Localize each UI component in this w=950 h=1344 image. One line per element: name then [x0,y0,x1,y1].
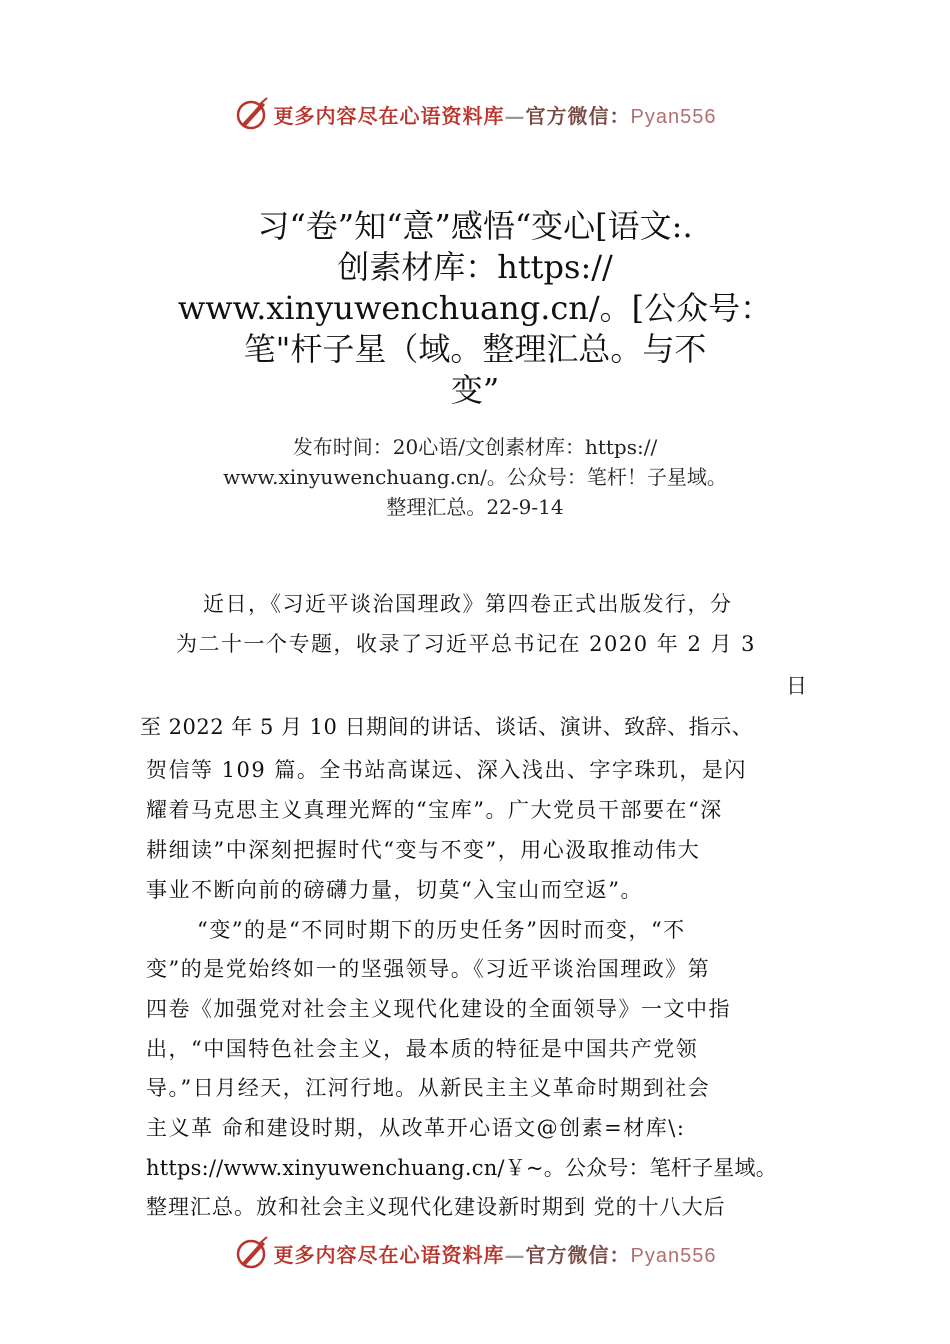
body-line: 事业不断向前的磅礴力量，切莫“入宝山而空返”。 [146,878,643,902]
body-line: 为二十一个专题，收录了习近平总书记在 2020 年 2 月 3 [176,632,757,656]
body-line: 日 [786,674,809,698]
title-line: 创素材库：https:// [337,248,613,286]
pen-seal-logo-icon [234,96,270,132]
body-line: 耀着马克思主义真理光辉的“宝库”。广大党员干部要在“深 [146,798,723,822]
banner-wechat-id: Pyan556 [630,105,717,128]
body-line: 整理汇总。放和社会主义现代化建设新时期到 党的十八大后 [146,1195,726,1219]
banner-library-text: 更多内容尽在心语资料库 [273,103,505,128]
body-line: 贺信等 109 篇。全书站高谋远、深入浅出、字字珠玑，是闪 [146,758,747,782]
title-line: 笔"杆子星（域。整理汇总。与不 [243,330,707,368]
meta-line: 发布时间：20心语/文创素材库：https:// [292,435,658,459]
body-line: 导。”日月经天，江河行地。从新民主主义革命时期到社会 [146,1076,711,1100]
body-line: 主义革 命和建设时期，从改革开心语文@创素=材库\: [146,1116,686,1140]
body-line: https://www.xinyuwenchuang.cn/￥~。公众号：笔杆子星域。 [146,1156,777,1180]
banner-wechat-id: Pyan556 [630,1244,717,1267]
document-title [175,206,775,411]
body-line: 耕细读”中深刻把握时代“变与不变”，用心汲取推动伟大 [146,838,701,862]
banner-library-text: 更多内容尽在心语资料库 [273,1242,505,1267]
body-line: 出，“中国特色社会主义，最本质的特征是中国共产党领 [146,1037,699,1061]
banner-wechat-label: 官方微信： [525,103,631,128]
header-banner [0,94,950,134]
body-line: 至 2022 年 5 月 10 日期间的讲话、谈话、演讲、致辞、指示、 [140,715,754,739]
banner-dash: — [504,103,526,128]
body-line: 四卷《加强党对社会主义现代化建设的全面领导》一文中指 [146,997,731,1021]
body-line: “变”的是“不同时期下的历史任务”因时而变，“不 [197,918,686,942]
body-line: 变”的是党始终如一的坚强领导。《习近平谈治国理政》第 [146,957,711,981]
pen-seal-logo-icon [234,1235,270,1271]
banner-wechat-label: 官方微信： [525,1242,631,1267]
meta-line: 整理汇总。22-9-14 [386,495,564,519]
body-line: 近日，《习近平谈治国理政》第四卷正式出版发行，分 [203,592,733,616]
banner-dash: — [504,1242,526,1267]
title-line: www.xinyuwenchuang.cn/。[公众号： [177,289,773,327]
footer-banner [0,1233,950,1273]
title-line: 习“卷”知“意”感悟“变心[语文:. [257,207,693,245]
publish-info [150,432,800,522]
title-line: 变” [450,371,500,409]
meta-line: www.xinyuwenchuang.cn/。公众号：笔杆！子星域。 [223,465,727,489]
